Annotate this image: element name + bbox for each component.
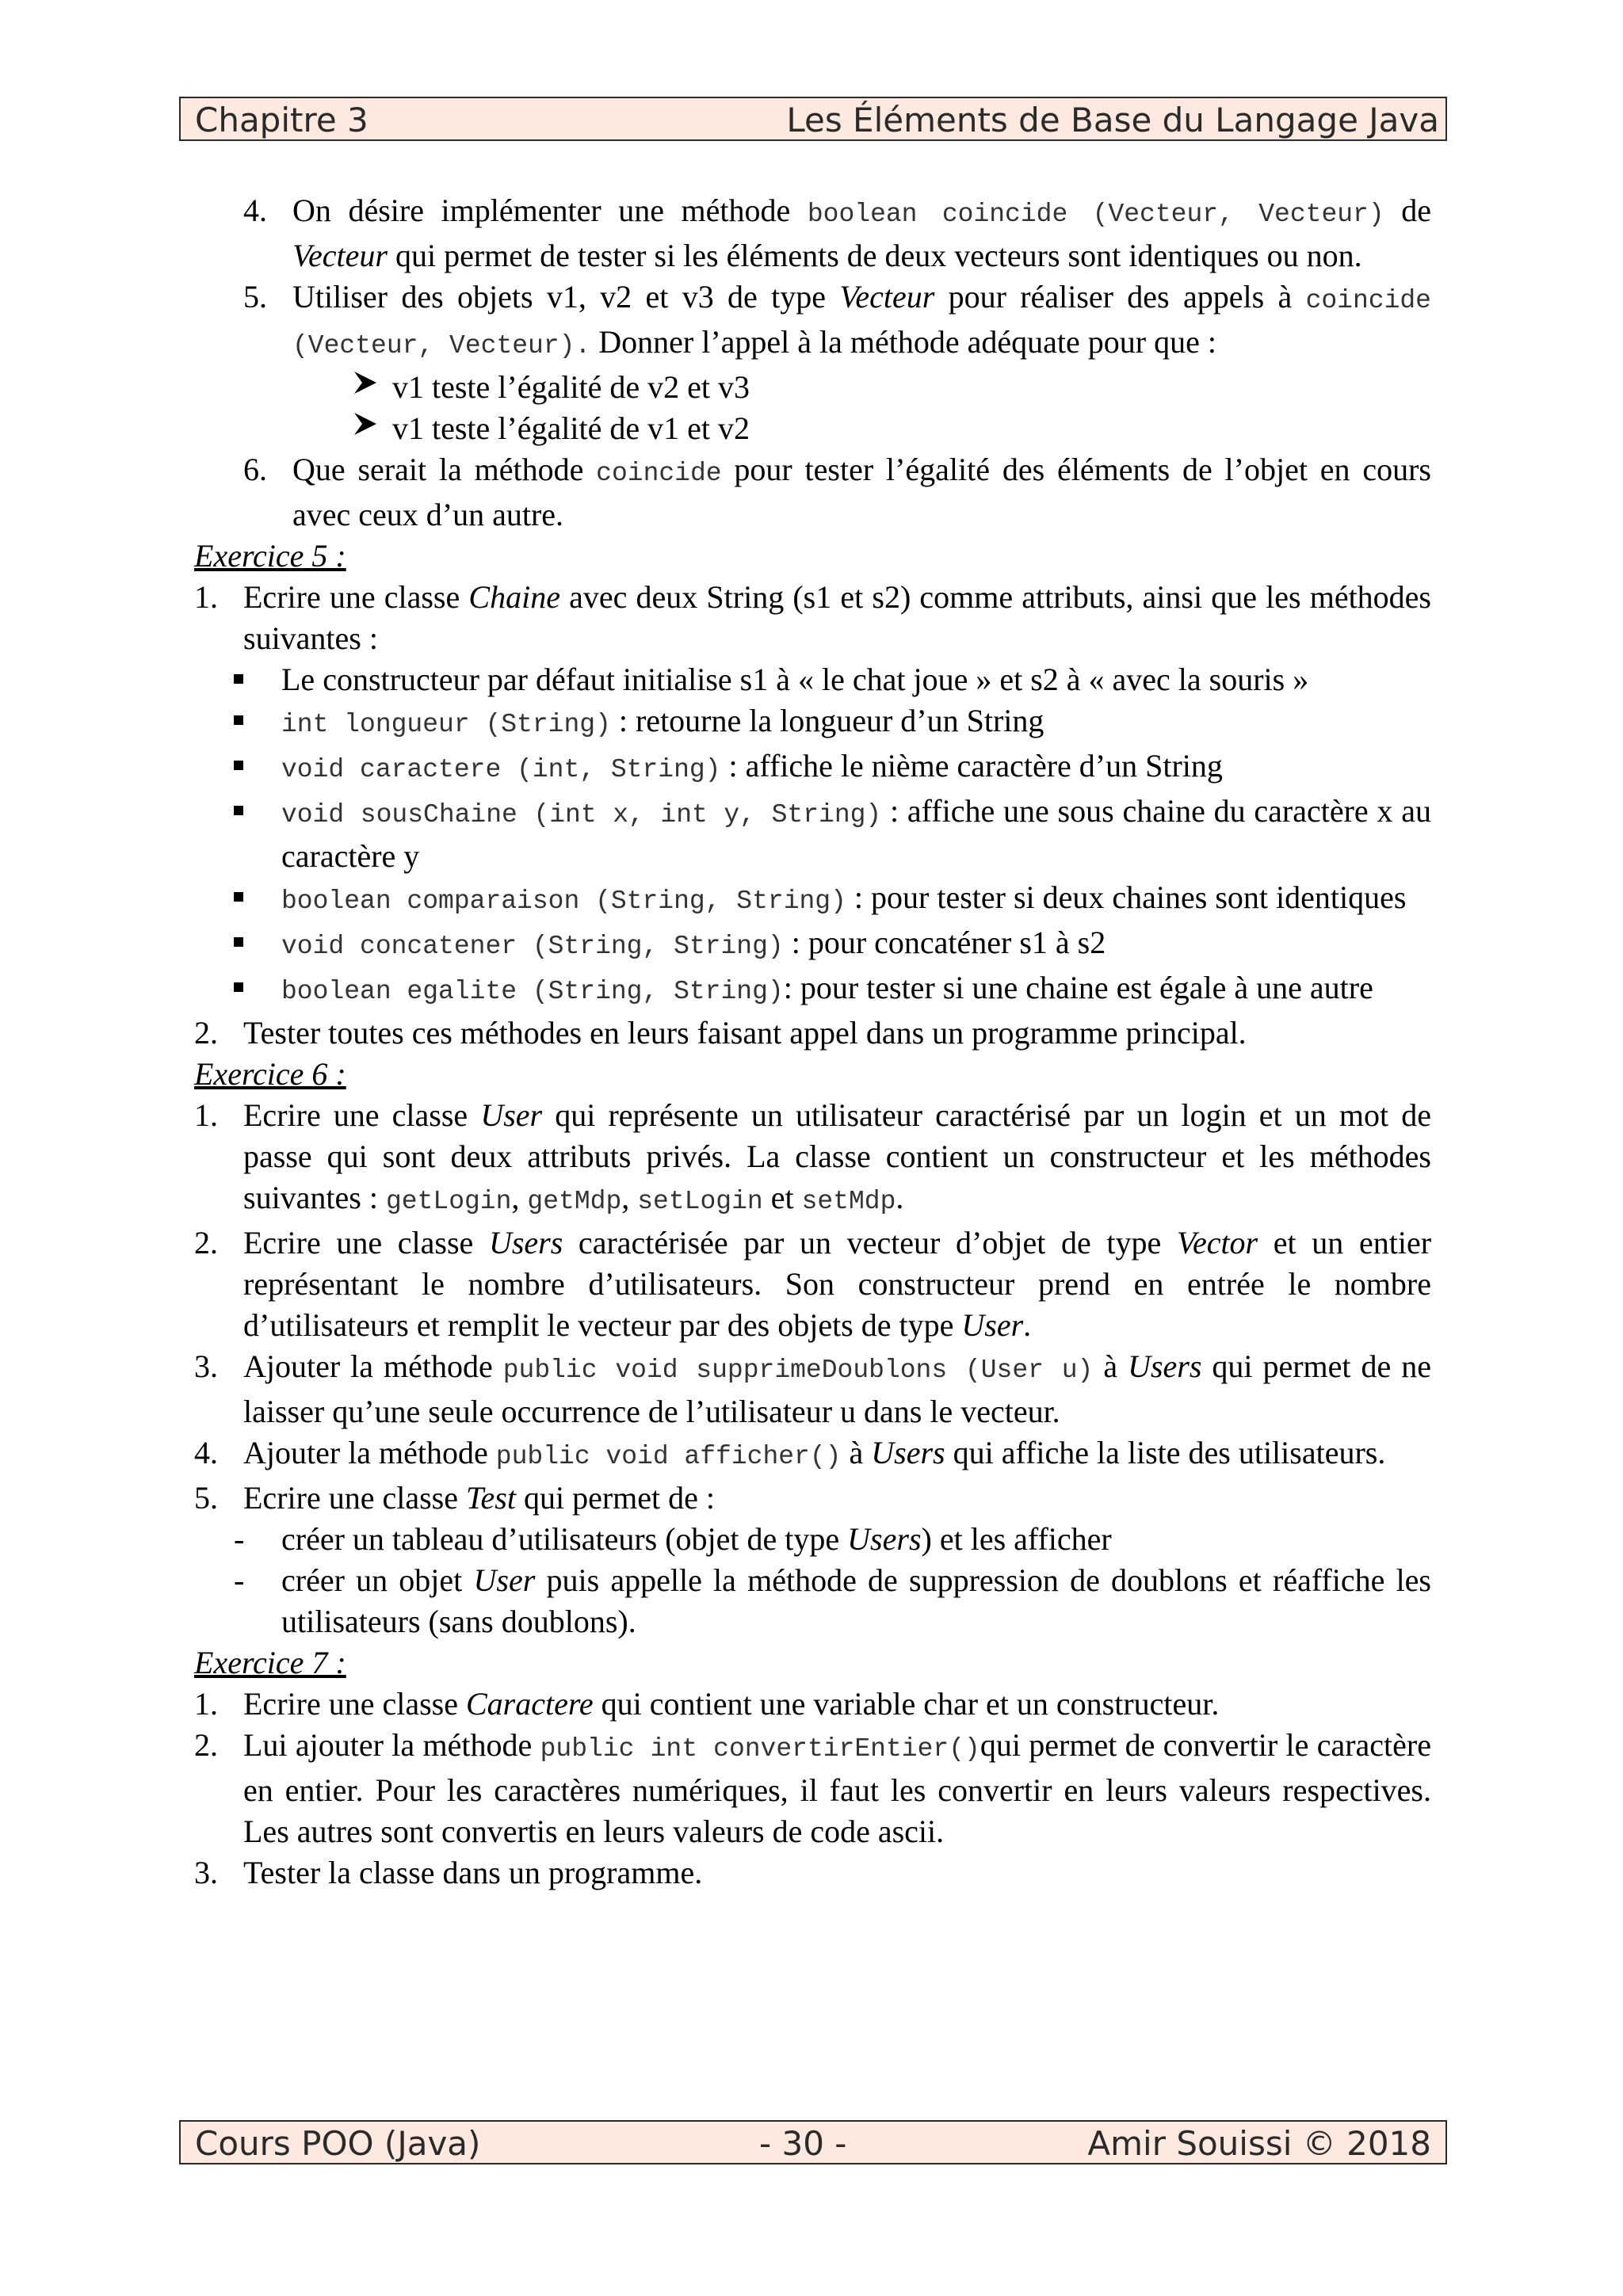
section-title-ex7: Exercice 7 : [194,1645,346,1680]
square-bullet-icon [234,967,243,1009]
dash-item: - créer un objet User puis appelle la méthode de suppression de doublons et réaffiche les utilisateurs (sans doublons). [194,1560,1431,1642]
list-item: 3. Ajouter la méthode public void supprimeDoublons (User u) à Users qui permet de ne laisser qu’une seule occurrence de l’utilisateur u dans le vecteur. [194,1346,1431,1432]
dash-marker: - [234,1562,245,1598]
item-number: 3. [194,1855,218,1890]
square-bullet-icon [234,922,243,963]
dash-item: - créer un tableau d’utilisateurs (objet de type Users) et les afficher [194,1519,1431,1560]
item-number: 1. [194,1686,218,1722]
list-item: 2. Ecrire une classe Users caractérisée par un vecteur d’objet de type Vector et un entier représentant le nombre d’utilisateurs. Son constructeur prend en entrée le nombre d’utilisateurs et remplit le vecteur par des objets de type User. [194,1222,1431,1346]
page-footer [179,2120,1447,2164]
item-number: 4. [243,193,267,228]
square-bullet-icon [234,877,243,918]
list-item: 1. Ecrire une classe Chaine avec deux String (s1 et s2) comme attributs, ainsi que les méthodes suivantes : [194,577,1431,659]
section-title-ex6: Exercice 6 : [194,1056,346,1092]
list-item: 5. Ecrire une classe Test qui permet de : [194,1478,1431,1519]
item-number: 2. [194,1727,218,1763]
list-item: 2. Lui ajouter la méthode public int convertirEntier()qui permet de convertir le caractère en entier. Pour les caractères numériques, il faut les convertir en leurs valeurs respectives. Les autres sont convertis en leurs valeurs de code ascii. [194,1725,1431,1852]
list-item: 1. Ecrire une classe User qui représente un utilisateur caractérisé par un login et un mot de passe qui sont deux attributs privés. La classe contient un constructeur et les méthodes suivantes : getLogin, getMdp, setLogin et setMdp. [194,1095,1431,1222]
list-item: 3. Tester la classe dans un programme. [194,1852,1431,1894]
bullet-item: void sousChaine (int x, int y, String) : affiche une sous chaine du caractère x au caractère y [194,791,1431,877]
item-number: 1. [194,1097,218,1133]
page-number: - 30 - [759,2124,847,2163]
item-number: 4. [194,1435,218,1470]
bullet-item: boolean comparaison (String, String) : pour tester si deux chaines sont identiques [194,877,1431,922]
arrow-item: v1 teste l’égalité de v1 et v2 [194,408,1431,449]
item-number: 2. [194,1225,218,1261]
item-number: 2. [194,1015,218,1051]
bullet-item: void caractere (int, String) : affiche le nième caractère d’un String [194,746,1431,791]
square-bullet-icon [234,791,243,832]
list-item-6: 6. Que serait la méthode coincide pour tester l’égalité des éléments de l’objet en cours avec ceux d’un autre. [243,449,1431,536]
list-item: 4. Ajouter la méthode public void afficher() à Users qui affiche la liste des utilisateurs. [194,1432,1431,1478]
square-bullet-icon [234,700,243,742]
item-number: 3. [194,1348,218,1384]
bullet-item: int longueur (String) : retourne la longueur d’un String [194,700,1431,746]
list-item: 2. Tester toutes ces méthodes en leurs faisant appel dans un programme principal. [194,1013,1431,1054]
item-number: 1. [194,579,218,615]
list-item-4: 4. On désire implémenter une méthode boolean coincide (Vecteur, Vecteur) de Vecteur qui permet de tester si les éléments de deux vecteurs sont identiques ou non. [243,190,1431,277]
section-title-ex5: Exercice 5 : [194,538,346,574]
dash-marker: - [234,1521,245,1557]
item-number: 5. [194,1480,218,1516]
arrow-bullet-icon [353,408,380,450]
square-bullet-icon [234,746,243,787]
item-number: 5. [243,279,267,315]
bullet-item: boolean egalite (String, String): pour tester si une chaine est égale à une autre [194,967,1431,1013]
arrow-bullet-icon [353,367,380,409]
square-bullet-icon [234,659,243,700]
header-chapter: Chapitre 3 [195,101,369,139]
list-item-5: 5. Utiliser des objets v1, v2 et v3 de type Vecteur pour réaliser des appels à coincide (Vecteur, Vecteur). Donner l’appel à la méthode adéquate pour que : [243,277,1431,367]
header-title: Les Éléments de Base du Langage Java [786,101,1439,139]
arrow-item: v1 teste l’égalité de v2 et v3 [194,367,1431,408]
bullet-item: void concatener (String, String) : pour concaténer s1 à s2 [194,922,1431,967]
page-header [179,97,1447,141]
bullet-item: Le constructeur par défaut initialise s1 à « le chat joue » et s2 à « avec la souris » [194,659,1431,700]
page-content [194,190,1431,1894]
list-item: 1. Ecrire une classe Caractere qui contient une variable char et un constructeur. [194,1684,1431,1725]
footer-course: Cours POO (Java) [195,2124,481,2163]
footer-author: Amir Souissi © 2018 [1087,2124,1431,2163]
item-number: 6. [243,452,267,487]
